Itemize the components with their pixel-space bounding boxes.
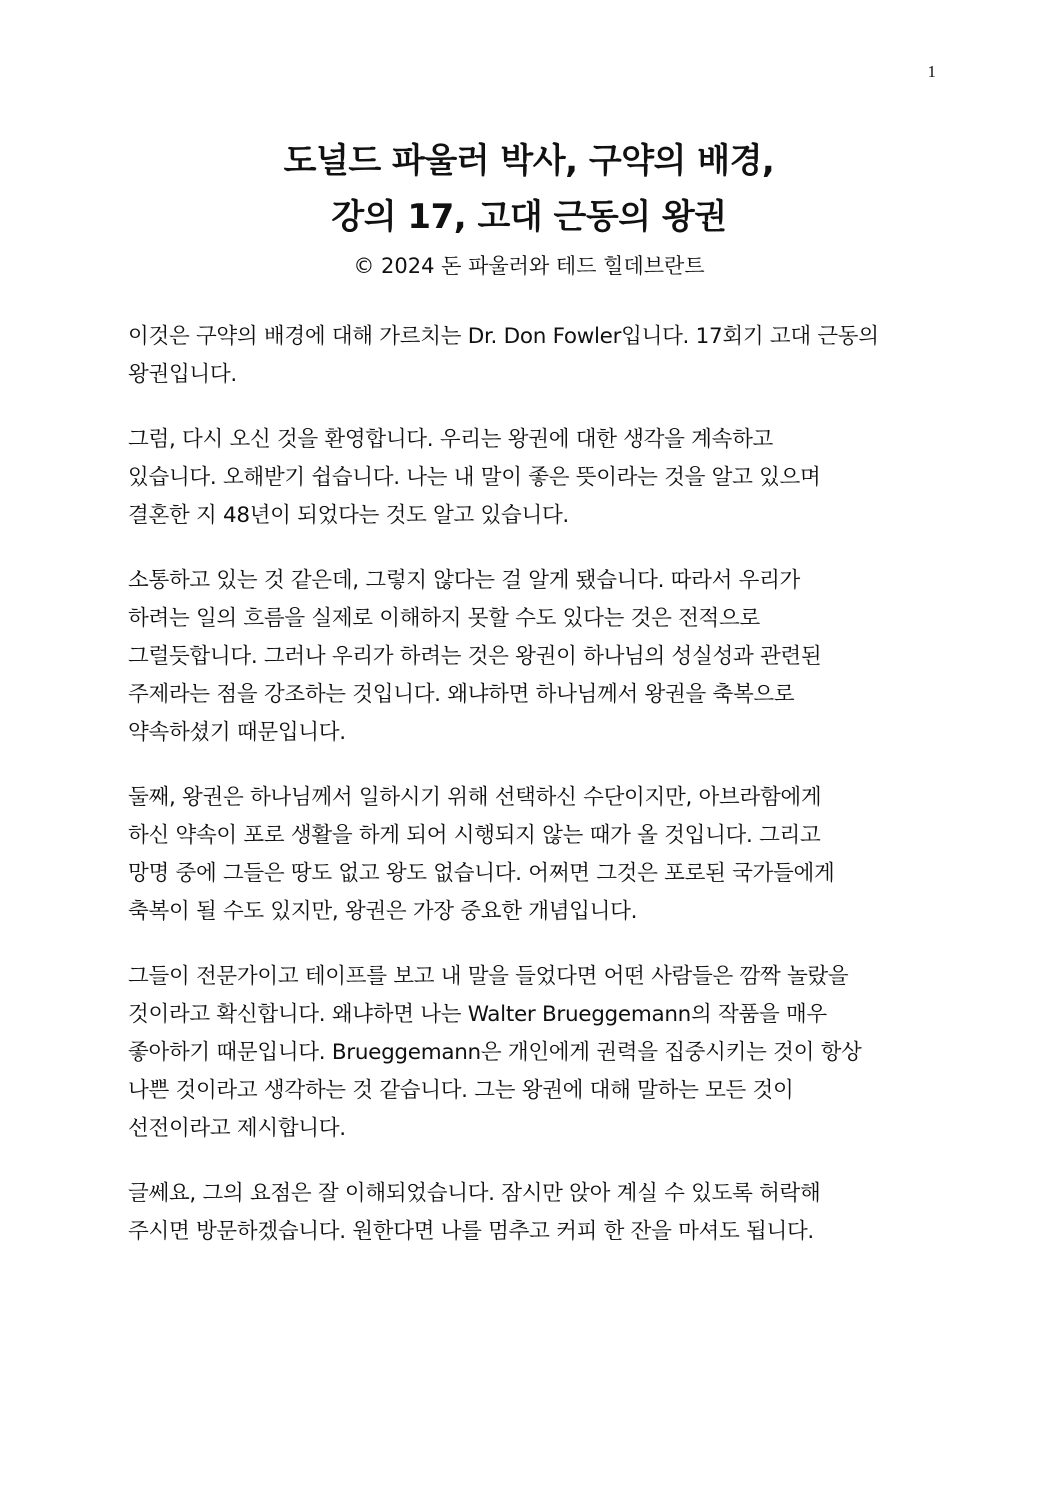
paragraph [128, 562, 928, 752]
paragraph [128, 1175, 928, 1251]
text-line: 글쎄요, 그의 요점은 잘 이해되었습니다. 잠시만 앉아 계실 수 있도록 허락해 [128, 1181, 821, 1206]
text-line: 선전이라고 제시합니다. [128, 1116, 346, 1141]
text-line: 그들이 전문가이고 테이프를 보고 내 말을 들었다면 어떤 사람들은 깜짝 놀랐을 [128, 964, 849, 989]
document-title-line-1: 도널드 파울러 박사, 구약의 배경, [283, 141, 775, 181]
text-line: 이것은 구약의 배경에 대해 가르치는 Dr. Don Fowler입니다. 17회기 고대 근동의 [128, 324, 879, 349]
page-number: 1 [927, 62, 936, 81]
copyright-notice: © 2024 돈 파울러와 테드 힐데브란트 [353, 254, 705, 278]
text-line: 하신 약속이 포로 생활을 하게 되어 시행되지 않는 때가 올 것입니다. 그리고 [128, 823, 821, 848]
paragraph [128, 779, 928, 931]
text-line: 둘째, 왕권은 하나님께서 일하시기 위해 선택하신 수단이지만, 아브라함에게 [128, 785, 822, 810]
text-line: 좋아하기 때문입니다. Brueggemann은 개인에게 권력을 집중시키는 것이 항상 [128, 1040, 862, 1065]
text-line: 축복이 될 수도 있지만, 왕권은 가장 중요한 개념입니다. [128, 899, 638, 924]
text-line: 결혼한 지 48년이 되었다는 것도 알고 있습니다. [128, 503, 569, 528]
text-line: 소통하고 있는 것 같은데, 그렇지 않다는 걸 알게 됐습니다. 따라서 우리가 [128, 568, 801, 593]
text-line: 주제라는 점을 강조하는 것입니다. 왜냐하면 하나님께서 왕권을 축복으로 [128, 682, 795, 707]
text-line: 그럼, 다시 오신 것을 환영합니다. 우리는 왕권에 대한 생각을 계속하고 [128, 427, 774, 452]
text-line: 것이라고 확신합니다. 왜냐하면 나는 Walter Brueggemann의 작품을 매우 [128, 1002, 827, 1027]
paragraph [128, 421, 928, 535]
body-text [128, 318, 928, 1278]
text-line: 하려는 일의 흐름을 실제로 이해하지 못할 수도 있다는 것은 전적으로 [128, 606, 760, 631]
text-line: 그럴듯합니다. 그러나 우리가 하려는 것은 왕권이 하나님의 성실성과 관련된 [128, 644, 822, 669]
text-line: 약속하셨기 때문입니다. [128, 720, 346, 745]
title-block [0, 133, 1058, 281]
text-line: 나쁜 것이라고 생각하는 것 같습니다. 그는 왕권에 대해 말하는 모든 것이 [128, 1078, 794, 1103]
document-title-line-2: 강의 17, 고대 근동의 왕권 [331, 197, 727, 237]
text-line: 망명 중에 그들은 땅도 없고 왕도 없습니다. 어쩌면 그것은 포로된 국가들에게 [128, 861, 835, 886]
text-line: 왕권입니다. [128, 362, 237, 387]
paragraph [128, 318, 928, 394]
text-line: 있습니다. 오해받기 쉽습니다. 나는 내 말이 좋은 뜻이라는 것을 알고 있으며 [128, 465, 821, 490]
paragraph [128, 958, 928, 1148]
text-line: 주시면 방문하겠습니다. 원한다면 나를 멈추고 커피 한 잔을 마셔도 됩니다. [128, 1219, 814, 1244]
